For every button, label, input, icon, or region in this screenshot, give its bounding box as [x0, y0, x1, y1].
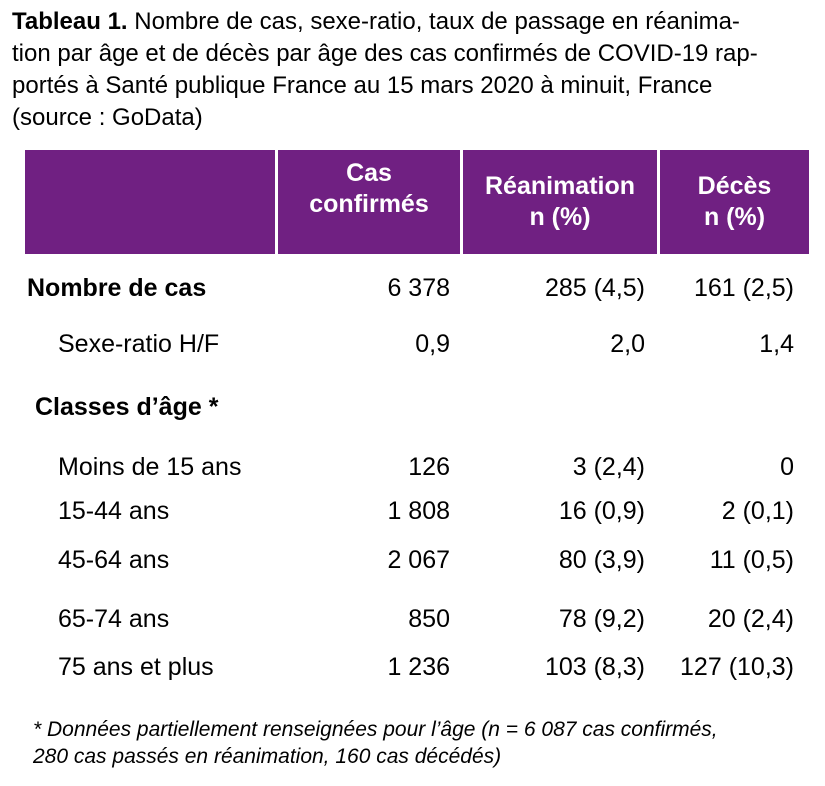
header-cas-line-1: Cas: [346, 159, 392, 187]
section-label: Classes d’âge *: [35, 393, 219, 421]
cell-reanimation: 16 (0,9): [558, 497, 645, 525]
table-header: [25, 150, 809, 254]
row-label: Sexe-ratio H/F: [58, 330, 220, 358]
table-caption: [12, 6, 817, 134]
caption-line-1-text: Nombre de cas, sexe-ratio, taux de passage en réanima-: [127, 8, 740, 35]
cell-reanimation: 3 (2,4): [572, 453, 645, 481]
cell-deces: 127 (10,3): [680, 653, 794, 681]
table-row: [0, 268, 825, 308]
header-reanimation: [463, 150, 657, 254]
row-label: Moins de 15 ans: [58, 453, 242, 481]
header-deces-line-1: Décès: [697, 172, 772, 200]
table-row: [0, 540, 825, 580]
row-label: Nombre de cas: [27, 274, 207, 302]
table-row: [0, 447, 825, 487]
table-row: [0, 647, 825, 687]
caption-line-3: portés à Santé publique France au 15 mars 2020 à minuit, France: [12, 72, 713, 99]
header-rea-line-2: n (%): [529, 203, 591, 231]
cell-deces: 161 (2,5): [693, 274, 794, 302]
cell-deces: 2 (0,1): [721, 497, 794, 525]
row-label: 75 ans et plus: [58, 653, 214, 681]
header-cas-confirmes: [278, 150, 460, 254]
footnote-line-1: * Données partiellement renseignées pour l’âge (n = 6 087 cas confirmés,: [33, 718, 718, 741]
cell-cas-confirmes: 1 808: [387, 497, 450, 525]
cell-reanimation: 78 (9,2): [558, 605, 645, 633]
table-row: [0, 491, 825, 531]
cell-reanimation: 103 (8,3): [544, 653, 645, 681]
caption-title: Tableau 1.: [12, 8, 128, 35]
row-label: 65-74 ans: [58, 605, 170, 633]
table-row: [0, 324, 825, 364]
section-row: [0, 387, 825, 427]
header-deces-line-2: n (%): [703, 203, 766, 231]
cell-cas-confirmes: 0,9: [415, 330, 450, 358]
cell-deces: 0: [780, 453, 794, 481]
footnote: [33, 716, 718, 770]
cell-reanimation: 285 (4,5): [544, 274, 645, 302]
cell-reanimation: 80 (3,9): [558, 546, 645, 574]
row-label: 15-44 ans: [58, 497, 170, 525]
cell-reanimation: 2,0: [610, 330, 645, 358]
footnote-line-2: 280 cas passés en réanimation, 160 cas décédés): [33, 745, 502, 768]
cell-deces: 11 (0,5): [709, 546, 794, 574]
caption-line-4: (source : GoData): [12, 104, 203, 131]
table-row: [0, 599, 825, 639]
header-deces: [660, 150, 809, 254]
cell-cas-confirmes: 126: [408, 453, 450, 481]
cell-deces: 1,4: [759, 330, 794, 358]
cell-deces: 20 (2,4): [707, 605, 794, 633]
cell-cas-confirmes: 850: [408, 605, 450, 633]
cell-cas-confirmes: 2 067: [387, 546, 450, 574]
cell-cas-confirmes: 1 236: [387, 653, 450, 681]
caption-line-1: [12, 6, 817, 38]
cell-cas-confirmes: 6 378: [387, 274, 450, 302]
row-label: 45-64 ans: [58, 546, 170, 574]
caption-line-2: tion par âge et de décès par âge des cas confirmés de COVID-19 rap-: [12, 40, 758, 67]
header-rea-line-1: Réanimation: [484, 172, 636, 200]
header-cas-line-2: confirmés: [309, 190, 429, 218]
